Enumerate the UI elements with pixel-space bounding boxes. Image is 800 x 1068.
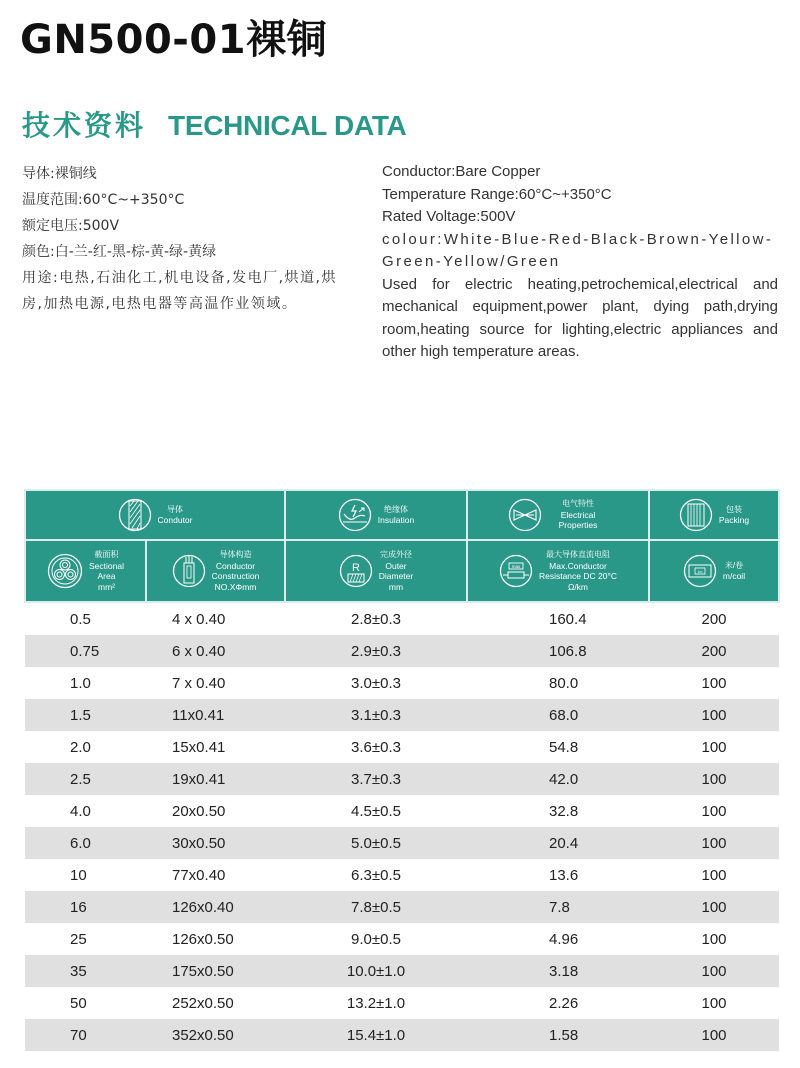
column-label-en: Outer [385, 560, 407, 571]
cell-conductor-construction: 126x0.50 [172, 930, 234, 948]
specs-english [382, 161, 778, 364]
cell-max-resistance: 4.96 [549, 930, 579, 948]
cell-outer-diameter: 4.5±0.5 [351, 802, 401, 820]
cell-conductor-construction: 20x0.50 [172, 802, 226, 820]
page-title: GN500-01裸铜 [20, 17, 328, 63]
column-label-en: Area [97, 571, 116, 581]
cell-conductor-construction: 175x0.50 [146, 955, 285, 987]
table-row [25, 795, 779, 827]
cell-sectional-area: 50 [70, 994, 87, 1012]
cell-max-resistance: 54.8 [549, 738, 579, 756]
table-row [25, 955, 779, 987]
spec-colour-en: colour:White-Blue-Red-Black-Brown-Yellow-Green-Yellow/Green [382, 230, 774, 270]
header-group-insulation [285, 490, 467, 540]
column-unit: mm² [98, 581, 115, 592]
column-label-cn: 米/卷 [724, 560, 744, 570]
cell-meter-per-coil: 100 [649, 891, 779, 923]
section-title-cn: 技术资料 [22, 109, 147, 142]
cell-conductor-construction: 126x0.40 [146, 891, 285, 923]
cell-max-resistance: 160.4 [549, 610, 587, 628]
cell-meter-per-coil: 100 [649, 955, 779, 987]
group-label-cn: 绝缘体 [383, 504, 408, 514]
cell-conductor-construction: 30x0.50 [146, 827, 285, 859]
column-label-cn: 截面积 [94, 550, 119, 559]
header-column-row [25, 540, 779, 602]
cell-meter-per-coil: 100 [649, 1019, 779, 1051]
cell-outer-diameter: 3.0±0.3 [351, 674, 401, 692]
table-row [25, 699, 779, 731]
technical-data-table [24, 489, 780, 1051]
cell-sectional-area: 6.0 [25, 827, 146, 859]
header-group-packing [649, 490, 779, 540]
column-label-cn: 最大导体直流电阻 [545, 550, 610, 559]
table-row [25, 987, 779, 1019]
cell-outer-diameter: 5.0±0.5 [285, 827, 467, 859]
cell-max-resistance: 13.6 [549, 866, 579, 884]
group-label-cn: 包装 [726, 504, 742, 514]
cell-meter-per-coil: 200 [701, 610, 727, 628]
spec-usage-cn: 用途:电热,石油化工,机电设备,发电厂,烘道,烘房,加热电源,电热电器等高温作业领域。 [22, 270, 337, 312]
column-header-max-resistance [467, 540, 649, 602]
cell-sectional-area: 16 [25, 891, 146, 923]
cell-sectional-area: 4.0 [70, 802, 91, 820]
cell-sectional-area: 10 [70, 866, 87, 884]
cell-conductor-construction: 19x0.41 [146, 763, 285, 795]
column-label-en: Max.Conductor [549, 560, 607, 571]
cell-max-resistance: 2.26 [549, 994, 579, 1012]
cell-outer-diameter: 2.9±0.3 [285, 635, 467, 667]
group-label-en: Packing [718, 515, 750, 525]
packing-coil-icon [679, 498, 713, 532]
cell-outer-diameter: 10.0±1.0 [285, 955, 467, 987]
svg-text:1m: 1m [697, 569, 703, 574]
outer-diameter-icon [339, 554, 373, 588]
section-title-en: TECHNICAL DATA [168, 110, 407, 141]
svg-text:max: max [511, 564, 521, 569]
column-label-en: Resistance DC 20°C [538, 571, 618, 581]
column-unit: mm [388, 581, 404, 592]
spec-conductor-en: Conductor:Bare Copper [382, 163, 541, 180]
table-row [25, 602, 779, 635]
cell-max-resistance: 80.0 [549, 674, 579, 692]
cell-conductor-construction: 4 x 0.40 [172, 610, 226, 628]
column-header-conductor-construction [146, 540, 285, 602]
specs-chinese [22, 161, 352, 317]
group-label-cn: 导体 [167, 504, 183, 514]
cell-sectional-area: 0.5 [70, 610, 91, 628]
column-label-en: Construction [211, 571, 260, 581]
cell-meter-per-coil: 100 [701, 866, 727, 884]
column-header-outer-diameter [285, 540, 467, 602]
cell-max-resistance: 106.8 [467, 635, 649, 667]
table-row [25, 923, 779, 955]
cell-max-resistance: 42.0 [467, 763, 649, 795]
column-label-en: Diameter [378, 571, 414, 581]
column-unit: m/coil [722, 571, 746, 581]
column-label-cn: 导体构造 [219, 550, 252, 559]
table-row [25, 667, 779, 699]
cell-conductor-construction: 352x0.50 [146, 1019, 285, 1051]
electrical-properties-icon [508, 498, 542, 532]
table-row [25, 635, 779, 667]
cell-meter-per-coil: 100 [649, 763, 779, 795]
cell-conductor-construction: 11x0.41 [146, 699, 285, 731]
cell-max-resistance: 1.58 [467, 1019, 649, 1051]
cell-sectional-area: 1.5 [25, 699, 146, 731]
cell-sectional-area: 35 [25, 955, 146, 987]
column-unit: NO.XΦmm [214, 581, 257, 592]
cell-conductor-construction: 7 x 0.40 [172, 674, 226, 692]
group-label-cn: 电气特性 [562, 499, 594, 509]
cell-sectional-area: 1.0 [70, 674, 91, 692]
spec-voltage-en: Rated Voltage:500V [382, 208, 516, 225]
cell-outer-diameter: 15.4±1.0 [285, 1019, 467, 1051]
cell-sectional-area: 25 [70, 930, 87, 948]
column-label-en: Sectional [89, 560, 124, 571]
header-group-row [25, 490, 779, 540]
header-group-conductor [25, 490, 285, 540]
header-group-electrical [467, 490, 649, 540]
cell-outer-diameter: 13.2±1.0 [346, 994, 406, 1012]
cell-meter-per-coil: 100 [701, 930, 727, 948]
cell-meter-per-coil: 200 [649, 635, 779, 667]
cell-max-resistance: 7.8 [467, 891, 649, 923]
cell-max-resistance: 20.4 [467, 827, 649, 859]
cell-outer-diameter: 2.8±0.3 [351, 610, 401, 628]
spec-voltage-cn: 额定电压:500V [22, 218, 120, 234]
insulation-lightning-icon [338, 498, 372, 532]
cell-meter-per-coil: 100 [701, 738, 727, 756]
cell-meter-per-coil: 100 [649, 827, 779, 859]
spec-usage-en: Used for electric heating,petrochemical,electrical and mechanical equipment,power plant, dying path,drying room,heating source for lighting,electric appliances and other high temperature areas. [382, 275, 778, 360]
column-header-sectional-area [25, 540, 146, 602]
cell-meter-per-coil: 100 [701, 802, 727, 820]
section-title [22, 104, 406, 148]
meter-coil-icon [683, 554, 717, 588]
group-label-en: Electrical Properties [558, 509, 598, 531]
cell-max-resistance: 3.18 [467, 955, 649, 987]
table-row [25, 827, 779, 859]
cell-sectional-area: 70 [25, 1019, 146, 1051]
column-label-en: Conductor [215, 560, 256, 571]
cell-max-resistance: 32.8 [549, 802, 579, 820]
cell-conductor-construction: 252x0.50 [172, 994, 234, 1012]
svg-text:R: R [351, 562, 360, 574]
conductor-wire-icon [118, 498, 152, 532]
spec-temperature-cn: 温度范围:60°C~+350°C [22, 192, 185, 208]
cell-conductor-construction: 15x0.41 [172, 738, 226, 756]
table-row [25, 891, 779, 923]
cell-sectional-area: 0.75 [25, 635, 146, 667]
table-row [25, 1019, 779, 1051]
cell-outer-diameter: 7.8±0.5 [285, 891, 467, 923]
cell-sectional-area: 2.0 [70, 738, 91, 756]
cell-outer-diameter: 3.6±0.3 [351, 738, 401, 756]
cell-sectional-area: 2.5 [25, 763, 146, 795]
column-label-cn: 完成外径 [379, 550, 412, 559]
spec-conductor-cn: 导体:裸铜线 [22, 166, 97, 182]
cross-section-icon [47, 553, 83, 589]
cell-outer-diameter: 3.1±0.3 [285, 699, 467, 731]
cell-conductor-construction: 6 x 0.40 [146, 635, 285, 667]
cell-meter-per-coil: 100 [649, 699, 779, 731]
table-body [25, 602, 779, 1051]
group-label-en: Condutor [157, 515, 193, 525]
cell-conductor-construction: 77x0.40 [172, 866, 226, 884]
cell-outer-diameter: 3.7±0.3 [285, 763, 467, 795]
spec-colour-cn: 颜色:白-兰-红-黑-棕-黄-绿-黄绿 [22, 244, 217, 260]
spec-temperature-en: Temperature Range:60°C~+350°C [382, 185, 612, 203]
column-header-meter-per-coil [649, 540, 779, 602]
group-label-en: Insulation [377, 515, 415, 525]
table-row [25, 763, 779, 795]
column-unit: Ω/km [567, 581, 589, 592]
max-resistance-icon [499, 554, 533, 588]
table-row [25, 859, 779, 891]
cell-outer-diameter: 6.3±0.5 [351, 866, 401, 884]
cell-meter-per-coil: 100 [701, 674, 727, 692]
cell-outer-diameter: 9.0±0.5 [351, 930, 401, 948]
cell-meter-per-coil: 100 [701, 994, 727, 1012]
cell-max-resistance: 68.0 [467, 699, 649, 731]
table-row [25, 731, 779, 763]
conductor-construction-icon [172, 554, 206, 588]
